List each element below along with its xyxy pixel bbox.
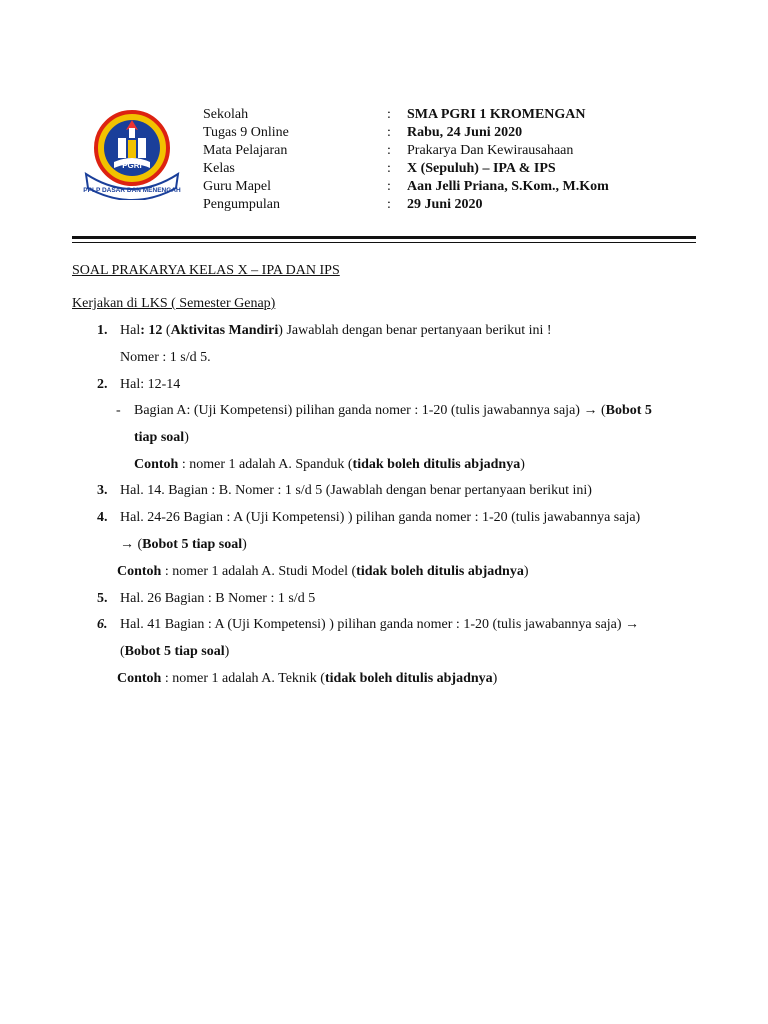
- item-2-sub-line: [134, 402, 652, 420]
- header-colon: :: [387, 179, 391, 194]
- text-bold: Contoh: [117, 564, 162, 579]
- item-number: 4.: [97, 510, 108, 525]
- header-value: Rabu, 24 Juni 2020: [407, 125, 523, 140]
- text-bold: Bobot 5: [605, 403, 652, 418]
- text: Bagian A: (Uji Kompetensi) pilihan ganda nomer : 1-20 (tulis jawabannya saja): [134, 403, 584, 418]
- text: Hal. 41 Bagian : A (Uji Kompetensi) ) pilihan ganda nomer : 1-20 (tulis jawabannya saja): [120, 617, 626, 632]
- item-3-line: Hal. 14. Bagian : B. Nomer : 1 s/d 5 (Jawablah dengan benar pertanyaan berikut ini): [120, 483, 592, 498]
- text-bold: tidak boleh ditulis abjadnya: [352, 457, 521, 472]
- document-subtitle: Kerjakan di LKS ( Semester Genap): [72, 296, 276, 311]
- item-6-line-2: [120, 643, 229, 661]
- text: : nomer 1 adalah A. Teknik (: [161, 671, 325, 686]
- header-label: Kelas: [203, 161, 235, 176]
- text: (: [134, 537, 143, 552]
- header-colon: :: [387, 107, 391, 122]
- pgri-emblem-icon: [80, 104, 184, 200]
- header-value: X (Sepuluh) – IPA & IPS: [407, 161, 556, 176]
- text-bold: tiap soal: [134, 430, 185, 445]
- text-bold: tidak boleh ditulis abjadnya: [324, 671, 493, 686]
- text-bold: : 12: [140, 323, 163, 338]
- header-value: 29 Juni 2020: [407, 197, 483, 212]
- text-bold: Contoh: [117, 671, 162, 686]
- text: : nomer 1 adalah A. Studi Model (: [161, 564, 357, 579]
- item-number: 5.: [97, 591, 108, 606]
- arrow-right-icon: →: [120, 537, 134, 552]
- header-value: Aan Jelli Priana, S.Kom., M.Kom: [407, 179, 609, 194]
- header-colon: :: [387, 125, 391, 140]
- text: ): [242, 537, 247, 552]
- text: ): [492, 671, 498, 686]
- text: (: [597, 403, 606, 418]
- arrow-right-icon: →: [625, 617, 640, 632]
- text-bold: Bobot 5 tiap soal: [142, 537, 243, 552]
- text: ): [224, 644, 230, 659]
- text: Hal: [120, 323, 141, 338]
- text: : nomer 1 adalah A. Spanduk (: [178, 457, 353, 472]
- item-6-line: [120, 616, 639, 634]
- header-colon: :: [387, 143, 391, 158]
- item-2-example: [134, 456, 525, 474]
- document-title: SOAL PRAKARYA KELAS X – IPA DAN IPS: [72, 263, 340, 278]
- logo-emblem-text: PGRI: [122, 161, 142, 170]
- text-bold: Aktivitas Mandiri: [170, 323, 279, 338]
- item-4-example: [117, 563, 529, 581]
- header-value: SMA PGRI 1 KROMENGAN: [407, 107, 586, 122]
- item-number: 2.: [97, 377, 108, 392]
- item-2-line: Hal: 12-14: [120, 377, 181, 392]
- header-label: Pengumpulan: [203, 197, 280, 212]
- header-divider-thick: [72, 236, 696, 239]
- item-number: 3.: [97, 483, 108, 498]
- text: ) Jawablah dengan benar pertanyaan berikut ini !: [278, 323, 552, 338]
- logo-ring-text: PPLP DASAR DAN MENENGAH: [83, 187, 181, 194]
- text-bold: tidak boleh ditulis abjadnya: [356, 564, 524, 579]
- school-logo: [80, 104, 184, 200]
- header-colon: :: [387, 161, 391, 176]
- text: ): [523, 564, 529, 579]
- item-number: 1.: [97, 323, 108, 338]
- header-divider-thin: [72, 242, 696, 243]
- item-number: 6.: [97, 617, 108, 632]
- item-2-bullet: -: [116, 403, 121, 418]
- item-1-line: [120, 322, 552, 340]
- item-2-sub-line-2: [134, 429, 189, 447]
- header-colon: :: [387, 197, 391, 212]
- text-bold: Bobot 5 tiap soal: [124, 644, 225, 659]
- text: ): [184, 430, 189, 445]
- item-6-example: [117, 670, 497, 688]
- header-label: Guru Mapel: [203, 179, 272, 194]
- header-label: Tugas 9 Online: [203, 125, 289, 140]
- item-1-line-2: Nomer : 1 s/d 5.: [120, 350, 211, 365]
- text: ): [520, 457, 525, 472]
- text: (: [162, 323, 171, 338]
- header-value: Prakarya Dan Kewirausahaan: [407, 143, 574, 158]
- arrow-right-icon: →: [583, 403, 598, 418]
- header-label: Sekolah: [203, 107, 249, 122]
- text-bold: Contoh: [134, 457, 179, 472]
- text: (: [120, 644, 125, 659]
- item-5-line: Hal. 26 Bagian : B Nomer : 1 s/d 5: [120, 591, 316, 606]
- item-4-line: Hal. 24-26 Bagian : A (Uji Kompetensi) ) pilihan ganda nomer : 1-20 (tulis jawabannya saja): [120, 510, 641, 525]
- header-label: Mata Pelajaran: [203, 143, 288, 158]
- item-4-line-2: [120, 536, 247, 554]
